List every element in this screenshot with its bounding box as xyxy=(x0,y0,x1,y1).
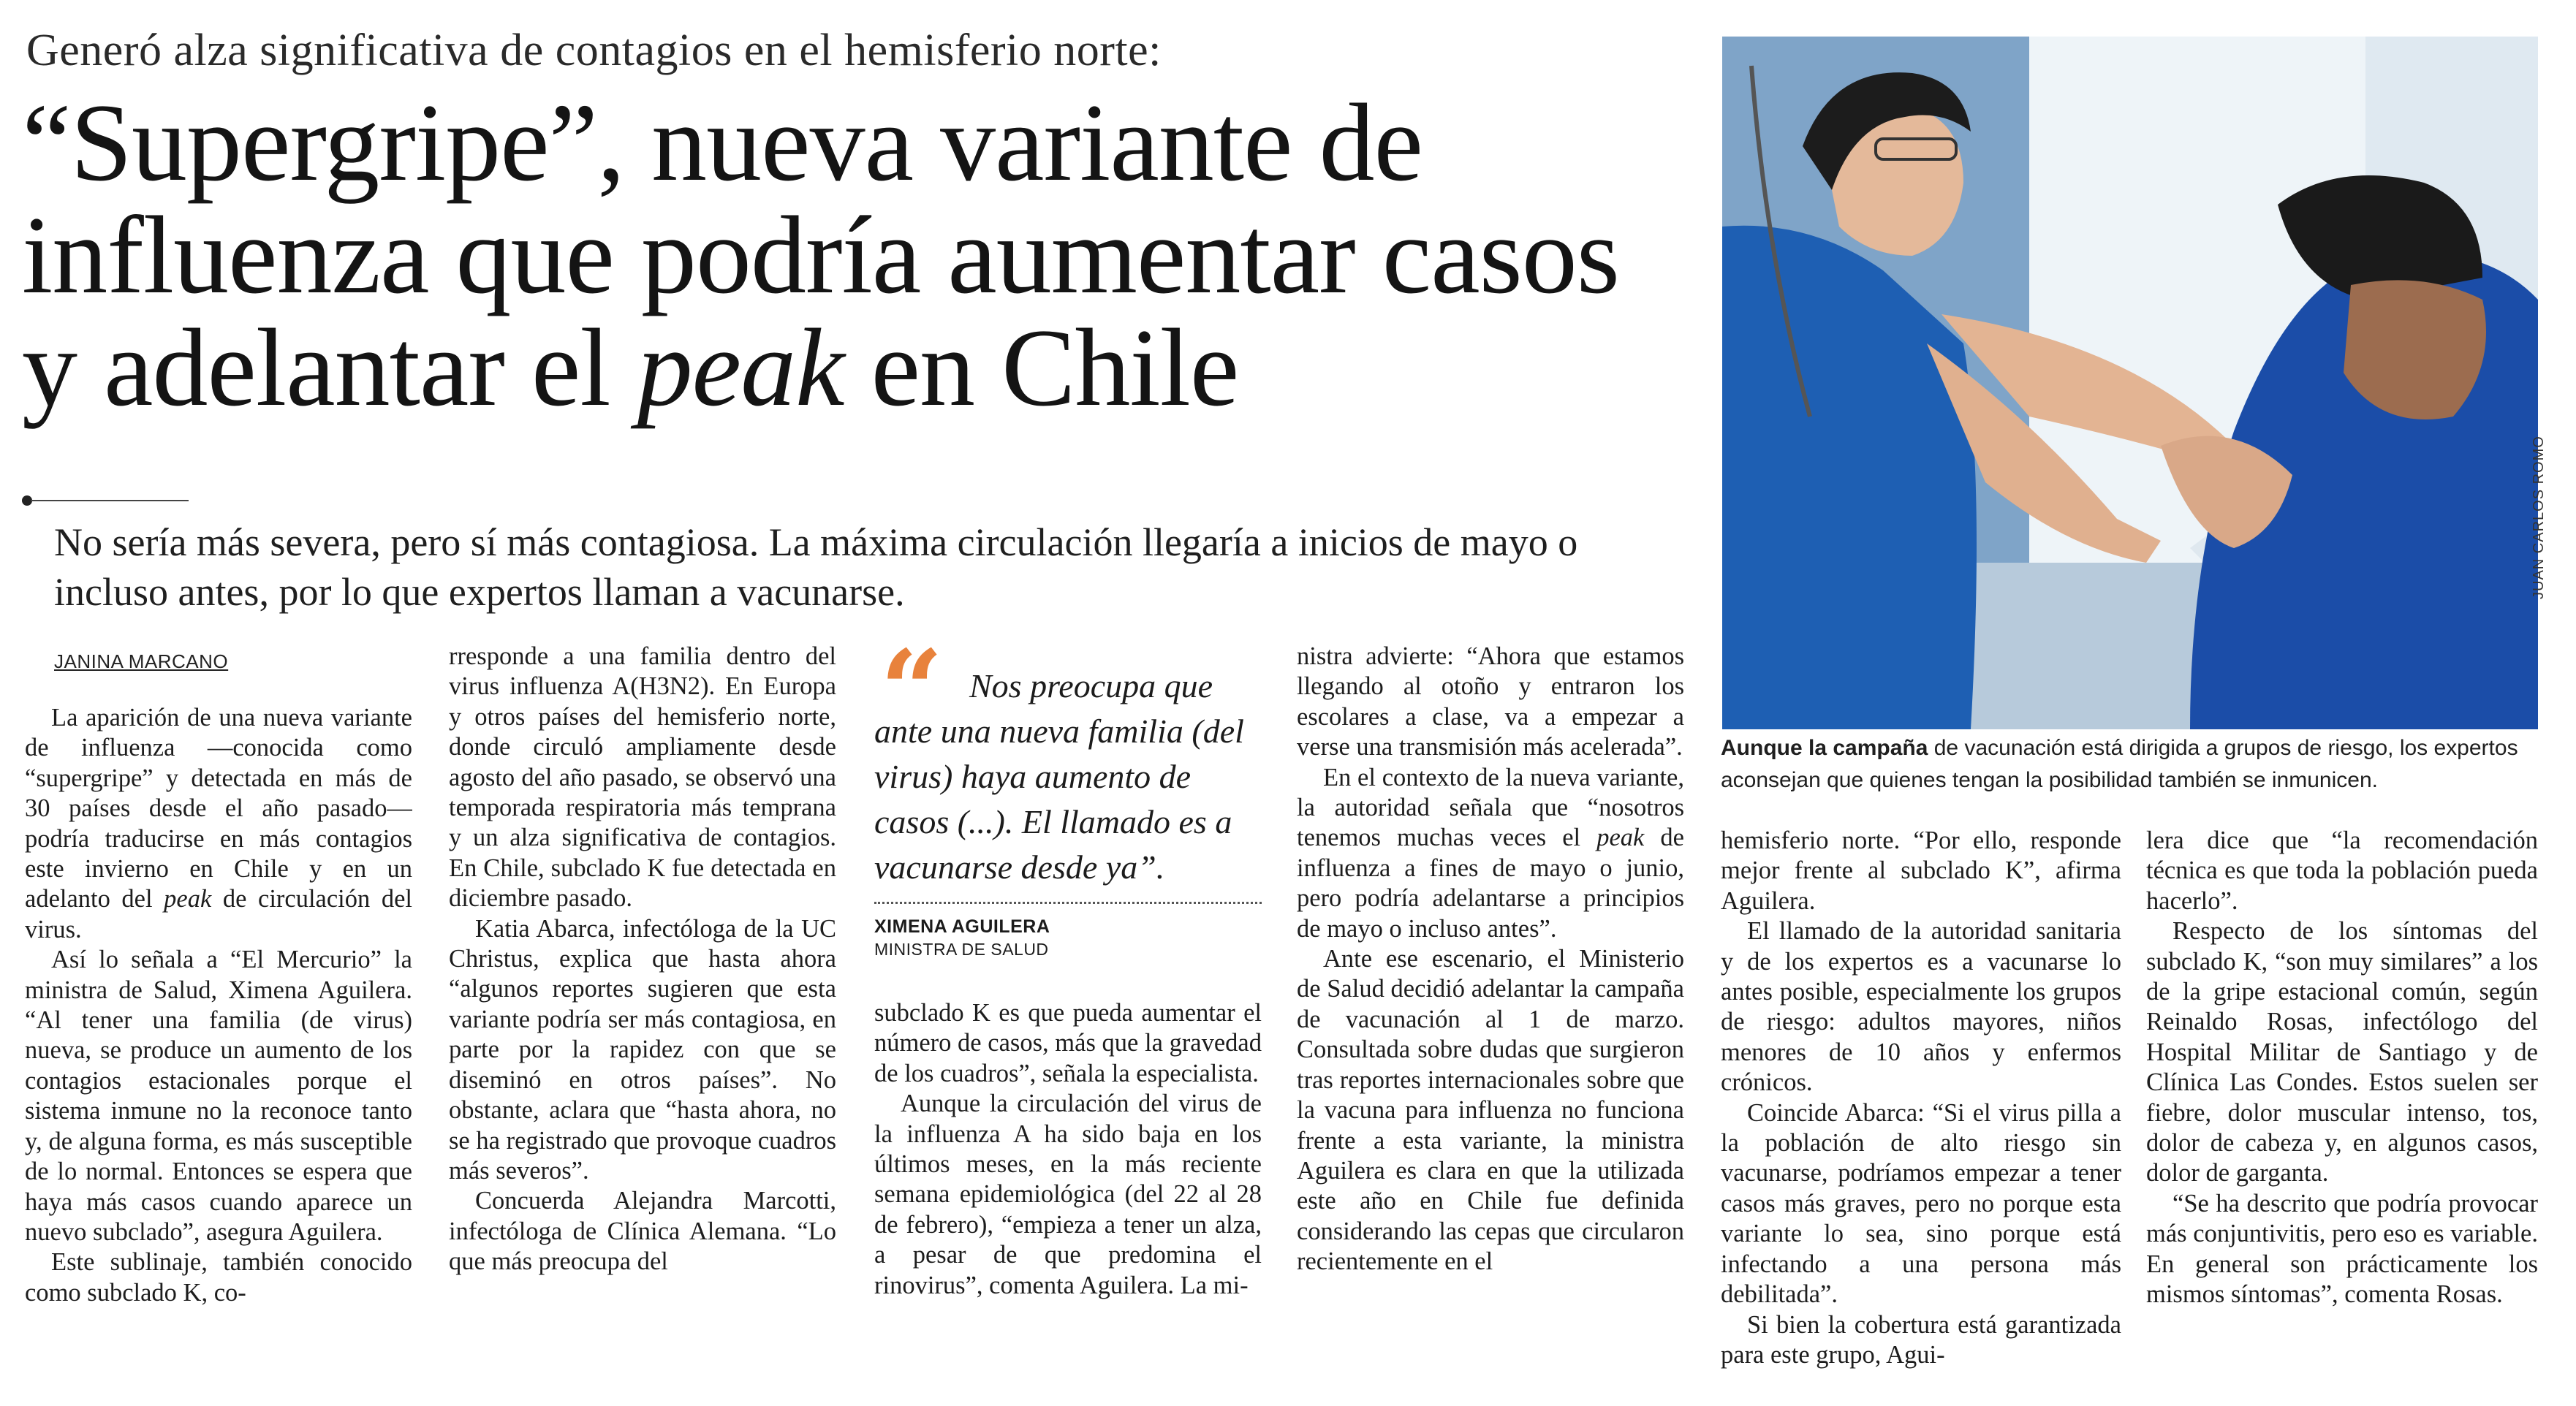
text-run: de circulación del virus. xyxy=(25,885,412,943)
quote-author-role: MINISTRA DE SALUD xyxy=(874,940,1049,959)
photo-credit: JUAN CARLOS ROMO xyxy=(2531,436,2547,599)
paragraph: Este sublinaje, también conocido como subclado K, co- xyxy=(25,1248,412,1307)
paragraph: Ante ese escenario, el Ministerio de Salud decidió adelantar la campaña de vacunación al 1 de marzo. Consultada sobre dudas que surgieron tras reportes internacionales sobre que la vacuna para influenza no funciona frente a esta variante, la ministra Aguilera es clara en que la utilizada este año en Chile fue definida considerando las cepas que circularon recientemente en el xyxy=(1297,945,1684,1276)
quote-author-name: XIMENA AGUILERA xyxy=(874,916,1050,937)
paragraph: Respecto de los síntomas del subclado K, “son muy similares” a los de la gripe estacional común, según Reinaldo Rosas, infectólogo del Hospital Militar de Santiago y de Clínica Las Condes. Estos suelen ser fiebre, dolor muscular intenso, tos, dolor de cabeza y, en algunos casos, dolor de garganta. xyxy=(2146,917,2538,1188)
text-run: En el contexto de la nueva variante, la autoridad señala que “nosotros tenemos muchas veces el xyxy=(1297,763,1684,852)
byline: JANINA MARCANO xyxy=(54,650,229,672)
italic-term: peak xyxy=(1596,824,1645,852)
body-column-2 xyxy=(449,642,836,1380)
paragraph: Coincide Abarca: “Si el virus pilla a la población de alto riesgo sin vacunarse, podríamos empezar a tener casos más graves, pero no porque esta variante lo sea, sino porque está infectando a una persona más debilitada”. xyxy=(1721,1098,2121,1309)
paragraph: El llamado de la autoridad sanitaria y de los expertos es a vacunarse lo antes posible, especialmente los grupos de riesgo: adultos mayores, niños menores de 10 años y enfermos crónicos. xyxy=(1721,917,2121,1097)
quote-text: Nos preocupa que ante una nueva familia (del virus) haya aumento de casos (...). El llamado es a vacunarse desde ya”. xyxy=(874,667,1244,886)
body-column-3 xyxy=(874,998,1262,1386)
body-column-4 xyxy=(1297,642,1684,1381)
paragraph: lera dice que “la recomendación técnica es que toda la población pueda hacerlo”. xyxy=(2146,826,2538,915)
paragraph: rresponde a una familia dentro del virus influenza A(H3N2). En Europa y otros países del hemisferio norte, donde circuló ampliamente desde agosto del año pasado, se observó una temporada respiratoria más temprana y un alza significativa de contagios. En Chile, subclado K fue detectada en diciembre pasado. xyxy=(449,642,836,913)
paragraph xyxy=(1297,763,1684,944)
paragraph: subclado K es que pueda aumentar el número de casos, más que la gravedad de los cuadros”, señala la especialista. xyxy=(874,999,1262,1087)
headline-part2: en Chile xyxy=(844,306,1239,429)
paragraph xyxy=(25,703,412,945)
headline-italic: peak xyxy=(637,306,844,429)
body-column-1 xyxy=(25,703,412,1383)
vaccination-photo xyxy=(1722,37,2538,729)
divider-line xyxy=(31,500,189,501)
paragraph: hemisferio norte. “Por ello, responde mejor frente al subclado K”, afirma Aguilera. xyxy=(1721,826,2121,915)
italic-term: peak xyxy=(164,885,212,913)
lead-paragraph: No sería más severa, pero sí más contagiosa. La máxima circulación llegaría a inicios de mayo o incluso antes, por lo que expertos llaman a vacunarse. xyxy=(54,520,1578,614)
caption-text: de vacunación está dirigida a grupos de riesgo, los expertos aconsejan que quienes tengan la posibilidad también se inmunicen. xyxy=(1721,736,2518,792)
paragraph: Aunque la circulación del virus de la influenza A ha sido baja en los últimos meses, en la más reciente semana epidemiológica (del 22 al 28 de febrero), “empieza a tener un alza, a pesar de que predomina el rinovirus”, comenta Aguilera. La mi- xyxy=(874,1090,1262,1299)
quote-rule xyxy=(874,902,1262,904)
headline-part1: “Supergripe”, nueva variante de influenza que podría aumentar casos y adelantar el xyxy=(22,81,1619,429)
section-divider xyxy=(22,495,190,507)
paragraph: Katia Abarca, infectóloga de la UC Christus, explica que hasta ahora “algunos reportes sugieren que esta variante podría ser más contagiosa, en parte por la rapidez con que se diseminó en otros países”. No obstante, aclara que “hasta ahora, no se ha registrado que provoque cuadros más severos”. xyxy=(449,914,836,1185)
caption-bold: Aunque la campaña xyxy=(1721,736,1928,760)
text-run: de influenza a fines de mayo o junio, pero podría adelantarse a principios de mayo o incluso antes”. xyxy=(1297,824,1684,943)
quote-mark-icon: “ xyxy=(880,626,944,755)
paragraph: Así lo señala a “El Mercurio” la ministra de Salud, Ximena Aguilera. “Al tener una familia (de virus) nueva, se produce un aumento de los contagios estacionales porque el sistema inmune no la reconoce tanto y, de alguna forma, es más susceptible de lo normal. Entonces se espera que haya más casos cuando aparece un nuevo subclado”, asegura Aguilera. xyxy=(25,946,412,1246)
headline xyxy=(22,81,1689,429)
body-column-6 xyxy=(2146,826,2538,1381)
body-column-5 xyxy=(1721,826,2121,1381)
text-run: La aparición de una nueva variante de influenza —conocida como “supergripe” y detectada en más de 30 países desde el año pasado— podría traducirse en más contagios este invierno en Chile y en un adelanto del xyxy=(25,704,412,913)
paragraph: nistra advierte: “Ahora que estamos llegando al otoño y entraron los escolares a clase, va a empezar a verse una transmisión más acelerada”. xyxy=(1297,642,1684,761)
paragraph: Concuerda Alejandra Marcotti, infectóloga de Clínica Alemana. “Lo que más preocupa del xyxy=(449,1187,836,1276)
photo-caption xyxy=(1721,732,2539,797)
paragraph: Si bien la cobertura está garantizada para este grupo, Agui- xyxy=(1721,1310,2121,1369)
paragraph: “Se ha descrito que podría provocar más conjuntivitis, pero eso es variable. En general son prácticamente los mismos síntomas”, comenta Rosas. xyxy=(2146,1189,2538,1309)
kicker: Generó alza significativa de contagios en el hemisferio norte: xyxy=(26,26,1162,75)
